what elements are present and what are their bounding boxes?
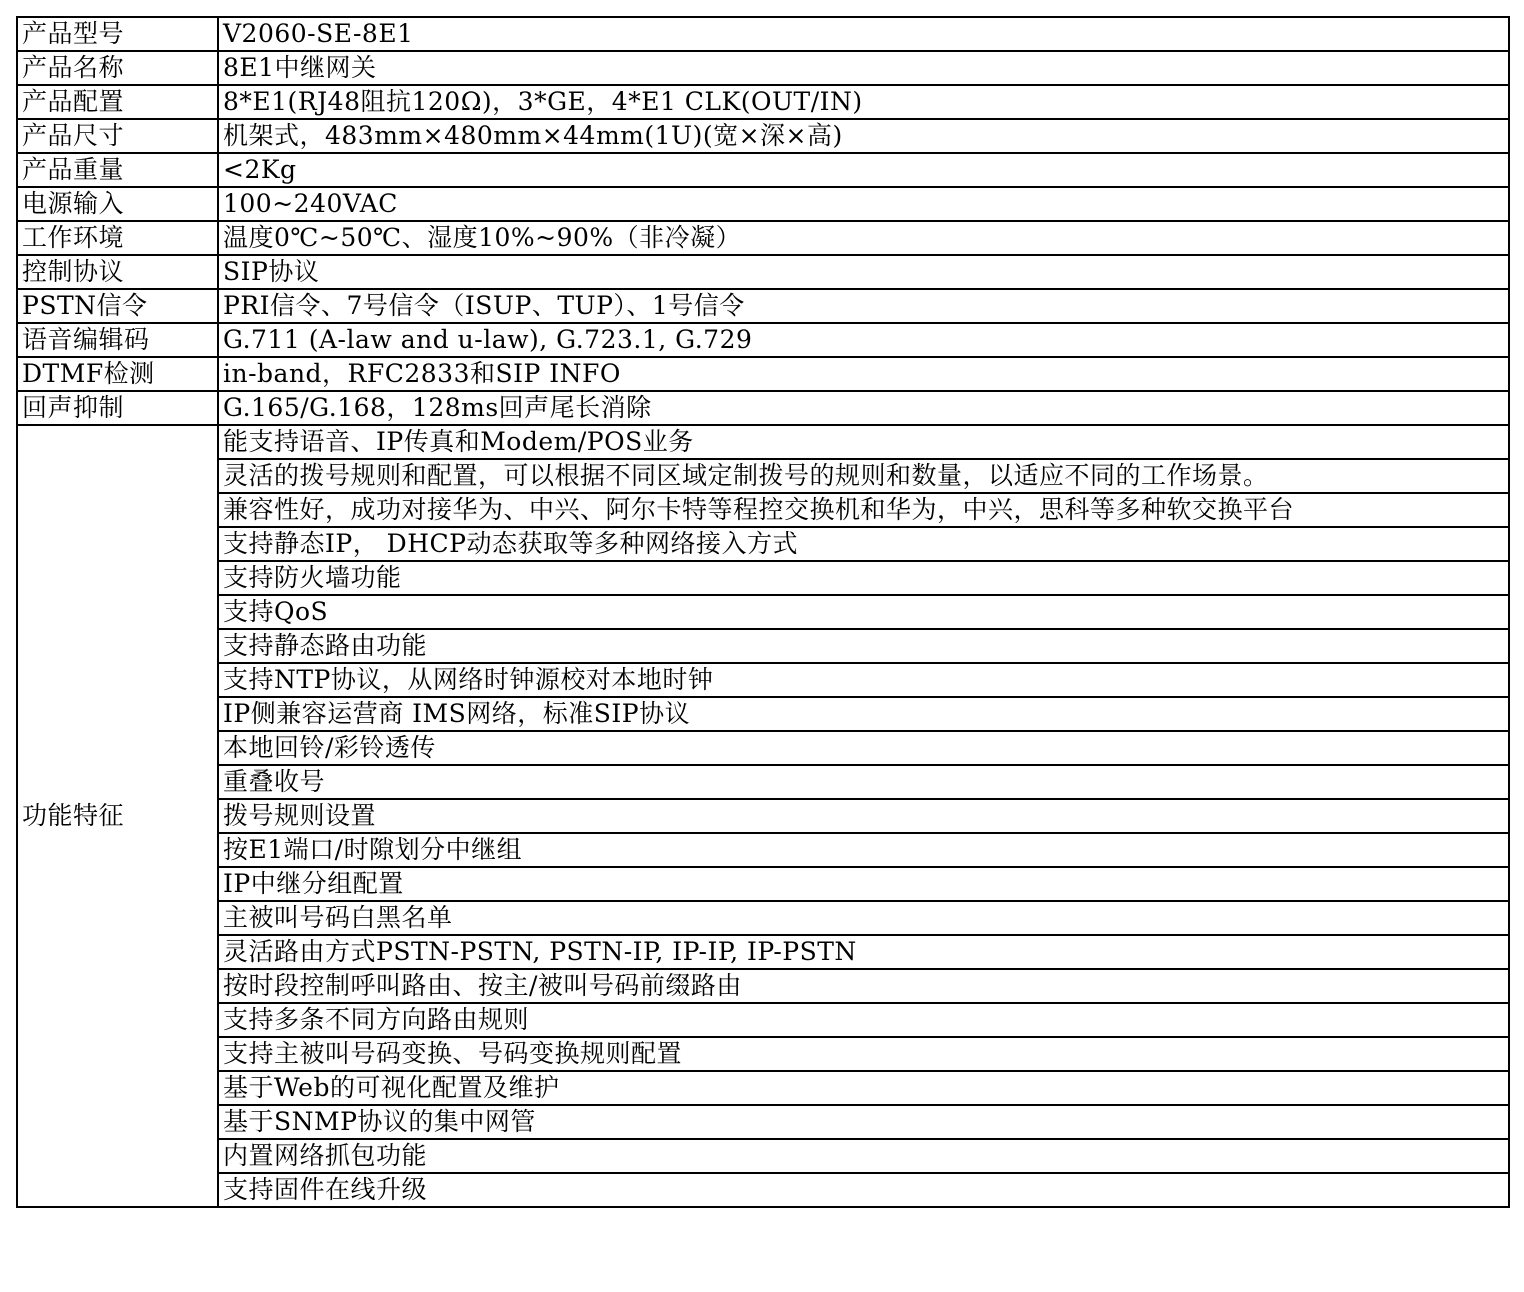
spec-value: 机架式，483mm×480mm×44mm(1U)(宽×深×高)	[218, 119, 1509, 153]
feature-label: 功能特征	[17, 425, 218, 1207]
feature-item: 支持QoS	[218, 595, 1509, 629]
feature-item: 支持NTP协议，从网络时钟源校对本地时钟	[218, 663, 1509, 697]
spec-label: 电源输入	[17, 187, 218, 221]
spec-value: 温度0℃~50℃、湿度10%~90%（非冷凝）	[218, 221, 1509, 255]
feature-item: IP中继分组配置	[218, 867, 1509, 901]
feature-row	[17, 493, 1509, 527]
feature-item: 按E1端口/时隙划分中继组	[218, 833, 1509, 867]
feature-row	[17, 459, 1509, 493]
feature-row	[17, 731, 1509, 765]
spec-table-body	[17, 17, 1509, 1207]
feature-item: 本地回铃/彩铃透传	[218, 731, 1509, 765]
spec-label: 控制协议	[17, 255, 218, 289]
feature-row	[17, 629, 1509, 663]
spec-value: SIP协议	[218, 255, 1509, 289]
spec-label: 工作环境	[17, 221, 218, 255]
spec-row	[17, 51, 1509, 85]
spec-label: 语音编辑码	[17, 323, 218, 357]
feature-item: 支持主被叫号码变换、号码变换规则配置	[218, 1037, 1509, 1071]
spec-label: 产品名称	[17, 51, 218, 85]
spec-table	[16, 16, 1510, 1208]
feature-row	[17, 1037, 1509, 1071]
spec-value: 8E1中继网关	[218, 51, 1509, 85]
feature-row	[17, 527, 1509, 561]
spec-value: G.165/G.168，128ms回声尾长消除	[218, 391, 1509, 425]
spec-value: <2Kg	[218, 153, 1509, 187]
spec-label: 产品重量	[17, 153, 218, 187]
feature-row	[17, 1003, 1509, 1037]
feature-item: 拨号规则设置	[218, 799, 1509, 833]
feature-row	[17, 1139, 1509, 1173]
spec-label: DTMF检测	[17, 357, 218, 391]
spec-row	[17, 187, 1509, 221]
spec-label: 产品配置	[17, 85, 218, 119]
feature-item: 兼容性好，成功对接华为、中兴、阿尔卡特等程控交换机和华为，中兴，思科等多种软交换平台	[218, 493, 1509, 527]
feature-row	[17, 935, 1509, 969]
feature-row	[17, 425, 1509, 459]
spec-label: 回声抑制	[17, 391, 218, 425]
feature-item: 主被叫号码白黑名单	[218, 901, 1509, 935]
feature-item: 能支持语音、IP传真和Modem/POS业务	[218, 425, 1509, 459]
feature-item: 支持多条不同方向路由规则	[218, 1003, 1509, 1037]
feature-item: 内置网络抓包功能	[218, 1139, 1509, 1173]
feature-row	[17, 595, 1509, 629]
spec-row	[17, 119, 1509, 153]
spec-value: in-band，RFC2833和SIP INFO	[218, 357, 1509, 391]
feature-item: 支持静态路由功能	[218, 629, 1509, 663]
feature-row	[17, 1173, 1509, 1207]
feature-item: IP侧兼容运营商 IMS网络，标准SIP协议	[218, 697, 1509, 731]
feature-row	[17, 697, 1509, 731]
feature-row	[17, 663, 1509, 697]
feature-item: 基于Web的可视化配置及维护	[218, 1071, 1509, 1105]
spec-row	[17, 85, 1509, 119]
spec-label: PSTN信令	[17, 289, 218, 323]
feature-row	[17, 1105, 1509, 1139]
feature-item: 灵活路由方式PSTN-PSTN, PSTN-IP, IP-IP, IP-PSTN	[218, 935, 1509, 969]
feature-row	[17, 765, 1509, 799]
spec-row	[17, 17, 1509, 51]
spec-row	[17, 221, 1509, 255]
spec-row	[17, 391, 1509, 425]
feature-row	[17, 1071, 1509, 1105]
feature-item: 支持固件在线升级	[218, 1173, 1509, 1207]
feature-row	[17, 799, 1509, 833]
feature-item: 按时段控制呼叫路由、按主/被叫号码前缀路由	[218, 969, 1509, 1003]
spec-value: G.711 (A-law and u-law), G.723.1, G.729	[218, 323, 1509, 357]
feature-item: 支持防火墙功能	[218, 561, 1509, 595]
feature-item: 重叠收号	[218, 765, 1509, 799]
feature-item: 基于SNMP协议的集中网管	[218, 1105, 1509, 1139]
spec-row	[17, 153, 1509, 187]
spec-row	[17, 357, 1509, 391]
spec-label: 产品尺寸	[17, 119, 218, 153]
spec-row	[17, 323, 1509, 357]
spec-value: 100~240VAC	[218, 187, 1509, 221]
feature-item: 支持静态IP， DHCP动态获取等多种网络接入方式	[218, 527, 1509, 561]
feature-item: 灵活的拨号规则和配置，可以根据不同区域定制拨号的规则和数量，以适应不同的工作场景。	[218, 459, 1509, 493]
spec-label: 产品型号	[17, 17, 218, 51]
feature-row	[17, 833, 1509, 867]
feature-row	[17, 867, 1509, 901]
spec-row	[17, 289, 1509, 323]
feature-row	[17, 901, 1509, 935]
spec-row	[17, 255, 1509, 289]
spec-value: V2060-SE-8E1	[218, 17, 1509, 51]
feature-row	[17, 969, 1509, 1003]
spec-value: PRI信令、7号信令（ISUP、TUP）、1号信令	[218, 289, 1509, 323]
spec-value: 8*E1(RJ48阻抗120Ω)，3*GE，4*E1 CLK(OUT/IN)	[218, 85, 1509, 119]
feature-row	[17, 561, 1509, 595]
